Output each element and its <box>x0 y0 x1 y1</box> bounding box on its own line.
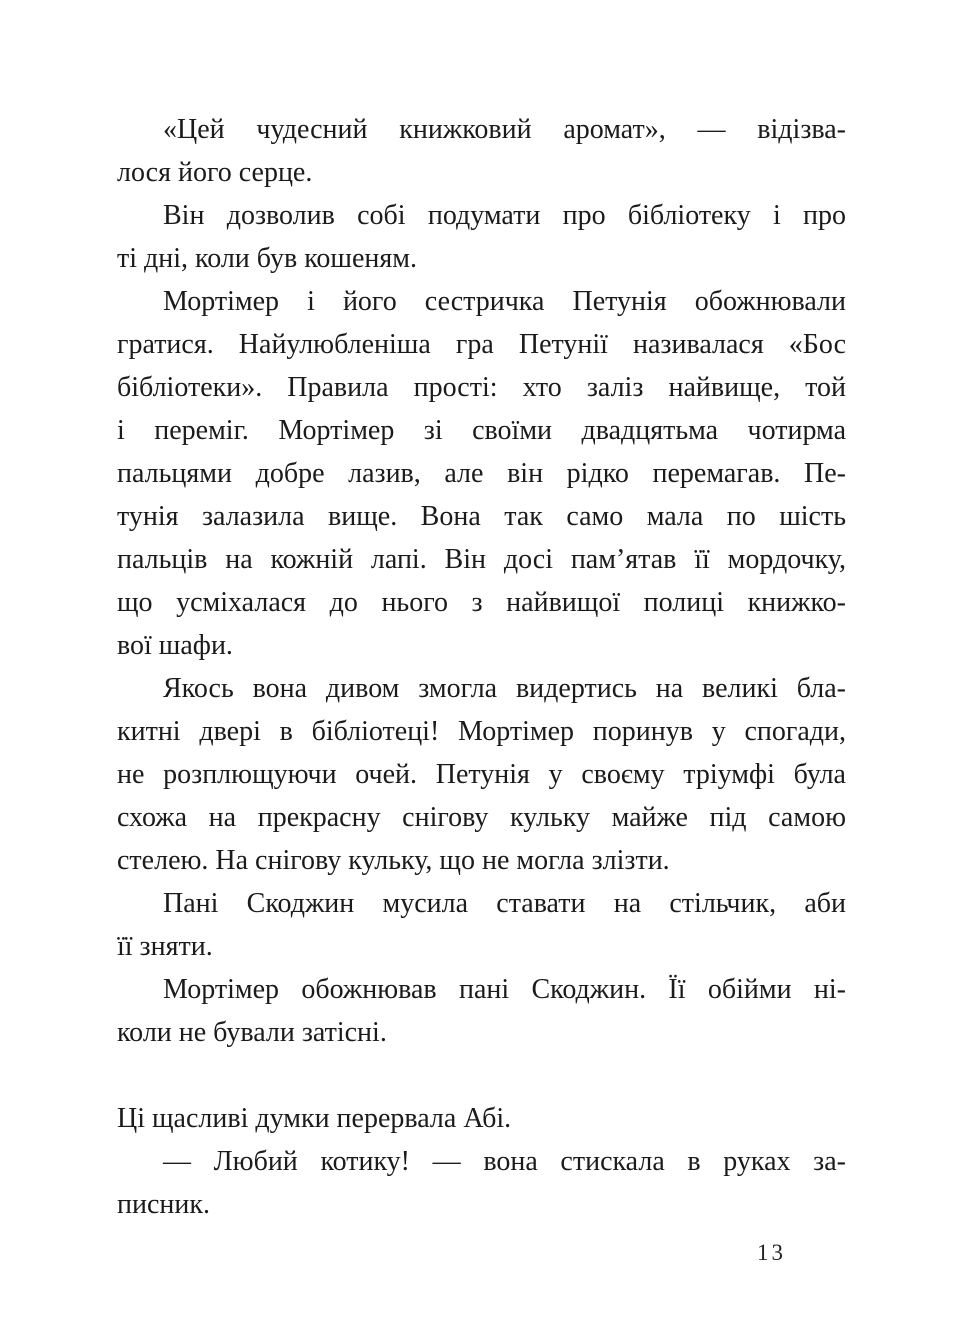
text-line: Мортімер і його сестричка Петунія обожнювали <box>163 286 846 317</box>
text-line: ті дні, коли був кошеням. <box>117 243 417 274</box>
text-line: і переміг. Мортімер зі своїми двадцятьма чотирма <box>117 415 846 446</box>
text-line: — Любий котику! — вона стискала в руках за- <box>163 1146 846 1177</box>
text-line: Пані Скоджин мусила ставати на стільчик, аби <box>163 888 846 919</box>
page-number: 13 <box>757 1240 786 1265</box>
text-line: пальців на кожній лапі. Він досі пам’ятав її мордочку, <box>117 544 846 575</box>
text-line: не розплющуючи очей. Петунія у своєму тріумфі була <box>117 759 846 790</box>
text-line: китні двері в бібліотеці! Мортімер поринув у спогади, <box>117 716 846 747</box>
text-line: писник. <box>117 1189 210 1220</box>
text-line: коли не бували затісні. <box>117 1017 387 1048</box>
text-line: «Цей чудесний книжковий аромат», — відізва- <box>163 114 846 145</box>
text-line: лося його серце. <box>117 157 313 188</box>
text-line: бібліотеки». Правила прості: хто заліз найвище, той <box>117 372 846 403</box>
text-line: пальцями добре лазив, але він рідко перемагав. Пе- <box>117 458 846 489</box>
text-line: Якось вона дивом змогла видертись на великі бла- <box>163 673 846 704</box>
text-line: Він дозволив собі подумати про бібліотеку і про <box>163 200 846 231</box>
text-line: вої шафи. <box>117 630 233 661</box>
text-block <box>117 108 846 1226</box>
text-line: її зняти. <box>117 931 213 962</box>
text-line: Мортімер обожнював пані Скоджин. Її обійми ні- <box>163 974 846 1005</box>
text-line: що усміхалася до нього з найвищої полиці книжко- <box>117 587 846 618</box>
text-line: Ці щасливі думки перервала Абі. <box>117 1103 512 1134</box>
section-break <box>117 1054 846 1097</box>
text-line: стелею. На снігову кульку, що не могла злізти. <box>117 845 670 876</box>
text-line: гратися. Найулюбленіша гра Петунії називалася «Бос <box>117 329 846 360</box>
text-line: тунія залазила вище. Вона так само мала по шість <box>117 501 846 532</box>
text-line: схожа на прекрасну снігову кульку майже під самою <box>117 802 846 833</box>
